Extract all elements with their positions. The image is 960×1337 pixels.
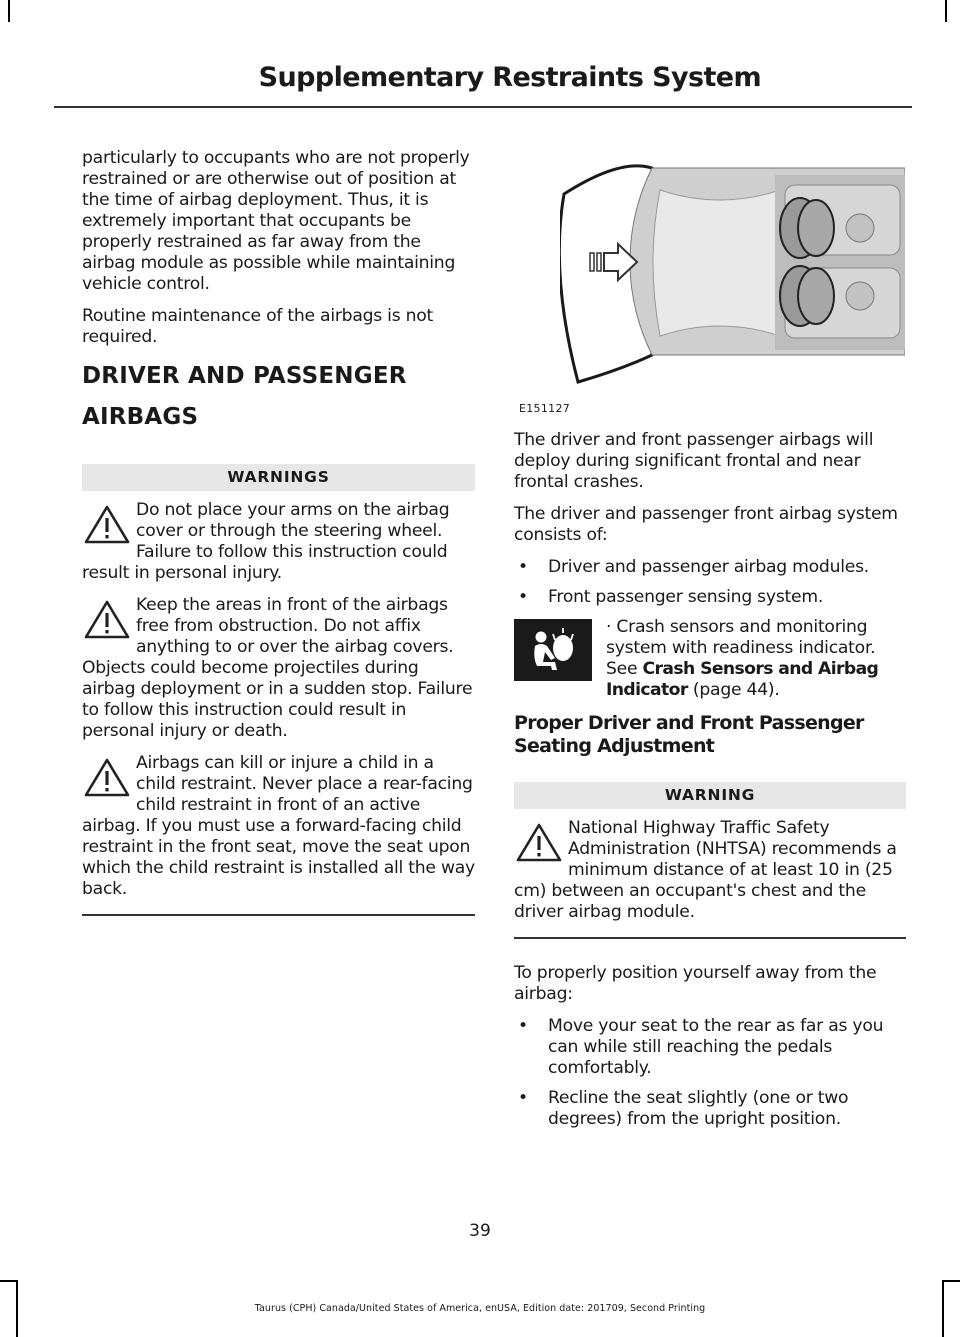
list-item: • Front passenger sensing system. (518, 587, 824, 607)
warning-item (82, 753, 475, 900)
seating-subheading: Proper Driver and Front Passenger Seating Adjustment (514, 712, 864, 757)
position-list (514, 1016, 906, 1130)
maintenance-paragraph: Routine maintenance of the airbags is not required. (82, 306, 434, 347)
crop-mark-top-right (945, 0, 947, 22)
warning-triangle-icon (82, 599, 132, 649)
list-item: • Move your seat to the rear as far as you can while still reaching the pedals comfortably. (518, 1015, 884, 1078)
warning-item (82, 500, 475, 584)
warning-end-rule (514, 937, 906, 939)
warning-text: Do not place your arms on the airbag cover or through the steering wheel. Failure to follow this instruction could result in personal injury. (82, 500, 450, 583)
intro-paragraph: particularly to occupants who are not properly restrained or are otherwise out of position at the time of airbag deployment. Thus, it is extremely important that occupants be properly restrained as far away from the airbag module as possible while maintaining vehicle control. (82, 148, 470, 294)
warning-triangle-icon (82, 504, 132, 554)
page-reference: (page 44). (687, 680, 780, 700)
deploy-paragraph: The driver and front passenger airbags will deploy during significant frontal and near frontal crashes. (514, 430, 874, 492)
warning-text: Keep the areas in front of the airbags free from obstruction. Do not affix anything to or over the airbag covers. Objects could become projectiles during airbag deployment or in a sudden stop. Failure to follow this instruction could result in personal injury or death. (82, 595, 473, 741)
airbag-warning-icon (514, 619, 592, 681)
warning-text: Airbags can kill or injure a child in a child restraint. Never place a rear-facing child restraint in front of an active airbag. If you must use a forward-facing child restraint in the front seat, move the seat upon which the child restraint is installed all the way back. (82, 753, 475, 899)
header-rule (54, 106, 912, 108)
warnings-header: WARNINGS (82, 464, 475, 491)
cross-reference-link[interactable]: Crash Sensors and Airbag Indicator (606, 659, 879, 700)
right-column (514, 430, 906, 1139)
warning-triangle-icon (514, 822, 564, 872)
crop-mark-bottom-right (942, 1280, 960, 1282)
warning-item (514, 818, 906, 923)
warning-item (82, 595, 475, 742)
section-heading-line2: AIRBAGS (82, 404, 199, 430)
bullet: • (518, 557, 528, 577)
system-paragraph: The driver and passenger front airbag system consists of: (514, 504, 898, 545)
position-paragraph: To properly position yourself away from the airbag: (514, 962, 877, 1004)
footer-edition-text: Taurus (CPH) Canada/United States of America, enUSA, Edition date: 201709, Second Printing (254, 1303, 706, 1314)
page-number: 39 (469, 1221, 491, 1241)
section-heading-line1: DRIVER AND PASSENGER (82, 363, 407, 389)
warning-header: WARNING (514, 782, 906, 809)
airbag-deployment-figure (560, 150, 905, 390)
figure-label: E151127 (519, 402, 571, 415)
bullet: • (518, 587, 528, 607)
warnings-end-rule (82, 914, 475, 916)
airbag-indicator-text: · Crash sensors and monitoring system with readiness indicator. See (606, 617, 876, 679)
section-heading (82, 362, 475, 432)
bullet: • (518, 1015, 528, 1036)
left-column (82, 148, 475, 950)
warning-triangle-icon (82, 757, 132, 807)
list-item: • Driver and passenger airbag modules. (518, 557, 870, 577)
warning-text: National Highway Traffic Safety Administration (NHTSA) recommends a minimum distance of at least 10 in (25 cm) between an occupant's chest and the driver airbag module. (514, 818, 897, 922)
crop-mark-top-left (8, 0, 10, 22)
page-header-title: Supplementary Restraints System (258, 62, 761, 93)
list-item: • Recline the seat slightly (one or two degrees) from the upright position. (518, 1087, 849, 1129)
system-list (514, 557, 906, 608)
bullet: • (518, 1087, 528, 1108)
airbag-indicator-block (514, 617, 906, 701)
